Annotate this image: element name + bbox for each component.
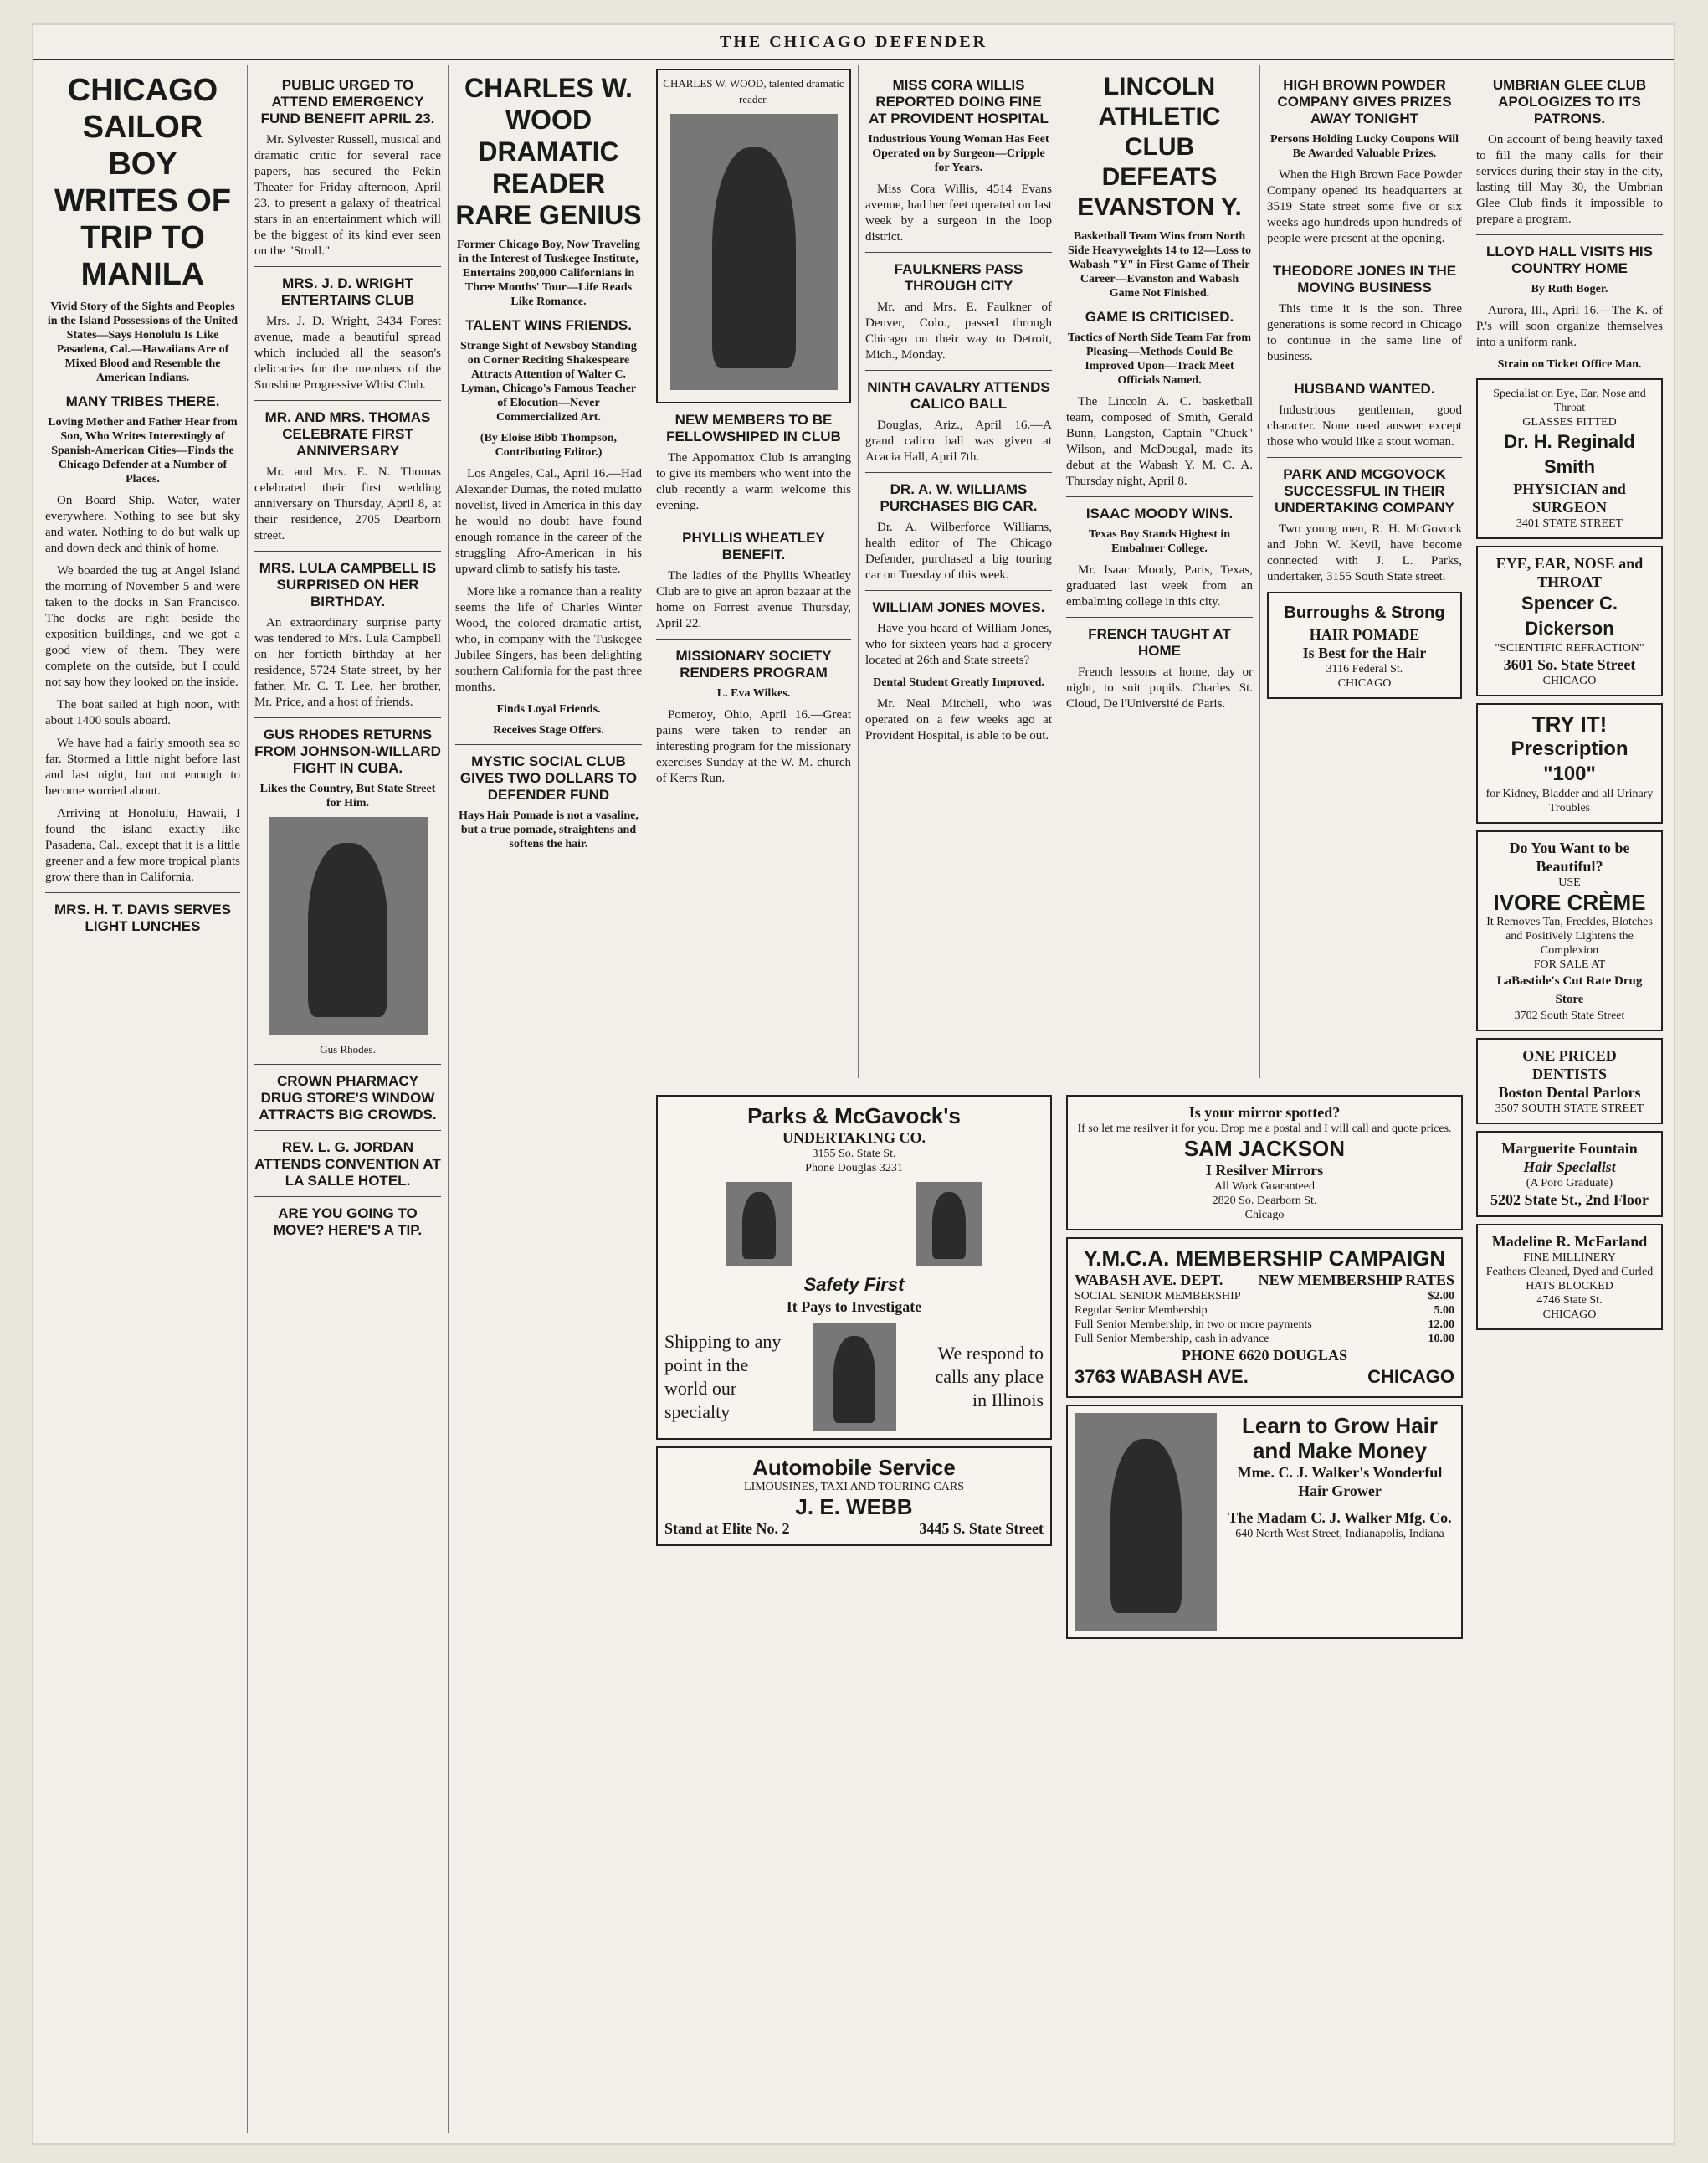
headline-fellowship: NEW MEMBERS TO BE FELLOWSHIPED IN CLUB bbox=[666, 412, 841, 444]
ad-line: Specialist on Eye, Ear, Nose and Throat bbox=[1493, 388, 1646, 414]
subhead-criticised: GAME IS CRITICISED. bbox=[1085, 309, 1234, 325]
ad-prescription bbox=[1476, 703, 1663, 824]
deck-sailor: Vivid Story of the Sights and Peoples in the Island Possessions of the United States—Says Honolulu Is Like Pasadena, Cal.—Hawaiians Are of Mixed Blood and Resemble the American Indians. bbox=[47, 301, 239, 384]
ad-name: J. E. WEBB bbox=[795, 1494, 913, 1519]
ad-city: CHICAGO bbox=[1542, 1308, 1597, 1321]
ad-address: 2820 So. Dearborn St. bbox=[1212, 1195, 1317, 1207]
subhead-dental: Dental Student Greatly Improved. bbox=[873, 676, 1044, 689]
headline-jones: WILLIAM JONES MOVES. bbox=[872, 599, 1045, 615]
headline-lloyd-hall: LLOYD HALL VISITS HIS COUNTRY HOME bbox=[1486, 244, 1653, 276]
ad-city: CHICAGO bbox=[1337, 677, 1392, 690]
photo-madam-walker bbox=[1075, 1413, 1217, 1631]
ad-address: 3445 S. State Street bbox=[919, 1520, 1044, 1537]
ad-line: FOR SALE AT bbox=[1533, 958, 1606, 971]
ad-address: 3155 So. State St. bbox=[812, 1148, 896, 1160]
headline-jordan: REV. L. G. JORDAN ATTENDS CONVENTION AT LA SALLE HOTEL. bbox=[254, 1139, 441, 1189]
ad-line: Burroughs & Strong bbox=[1284, 604, 1445, 622]
ad-line: Prescription "100" bbox=[1511, 737, 1628, 785]
deck-talent: Strange Sight of Newsboy Standing on Corner Reciting Shakespeare Attracts Attention of Walter C. Lyman, Chicago's Famous Teacher of Elocution—Never Commercialized Art. bbox=[460, 340, 637, 424]
caption-rhodes: Gus Rhodes. bbox=[320, 1043, 376, 1056]
paragraph: Industrious gentleman, good character. None need answer except those who would like a stout woman. bbox=[1267, 403, 1462, 449]
ad-line: I Resilver Mirrors bbox=[1205, 1162, 1324, 1179]
paragraph: Arriving at Honolulu, Hawaii, I found the island exactly like Pasadena, Cal., except that it is a little greener and a few more tropical plants grow there than in California. bbox=[45, 807, 240, 884]
deck-high-brown: Persons Holding Lucky Coupons Will Be Awarded Valuable Prizes. bbox=[1269, 133, 1459, 160]
ad-line: The Madam C. J. Walker Mfg. Co. bbox=[1228, 1509, 1452, 1526]
deck-wood: Former Chicago Boy, Now Traveling in the Interest of Tuskegee Institute, Entertains 200,000 Californians in Three Months' Tour—Life Reads Like Romance. bbox=[457, 239, 640, 308]
ad-fountain bbox=[1476, 1131, 1663, 1217]
paragraph: We boarded the tug at Angel Island the morning of November 5 and were taken to the docks in San Francisco. The docks are right beside the exposition buildings, and we got a good view of them. They were complete on the outside, but I could not say how they looked on the inside. bbox=[45, 564, 240, 689]
paragraph: Dr. A. Wilberforce Williams, health editor of The Chicago Defender, purchased a big touring car on Tuesday of this week. bbox=[865, 521, 1052, 582]
paragraph: On account of being heavily taxed to fill the many calls for their services during their stay in the city, lasting till May 30, the Umbrian Glee Club finds it impossible to prepare a program. bbox=[1476, 133, 1663, 226]
byline-thompson: (By Eloise Bibb Thompson, Contributing Editor.) bbox=[480, 432, 618, 459]
ad-address: 640 North West Street, Indianapolis, Indiana bbox=[1235, 1528, 1444, 1540]
ad-line: We respond to calls any place in Illinois bbox=[935, 1343, 1044, 1410]
headline-husband: HUSBAND WANTED. bbox=[1294, 381, 1435, 397]
ad-ymca bbox=[1066, 1237, 1463, 1398]
subhead-talent: TALENT WINS FRIENDS. bbox=[465, 317, 632, 333]
paragraph: We have had a fairly smooth sea so far. Stormed a little night before last and last night, but not enough to become worried about. bbox=[45, 737, 240, 798]
ad-hays-pomade: Hays Hair Pomade is not a vasaline, but a true pomade, straightens and softens the hair. bbox=[459, 809, 639, 850]
ad-parks bbox=[656, 1095, 1052, 1440]
paragraph: Mrs. J. D. Wright, 3434 Forest avenue, made a beautiful spread which included all the season's delicacies for the members of the Sunshine Progressive Whist Club. bbox=[254, 315, 441, 392]
photo-kevil bbox=[813, 1323, 896, 1431]
column-1 bbox=[38, 65, 248, 2133]
column-4 bbox=[649, 65, 859, 1078]
column-3 bbox=[449, 65, 649, 2133]
ad-ivore bbox=[1476, 830, 1663, 1031]
headline-crown: CROWN PHARMACY DRUG STORE'S WINDOW ATTRACTS BIG CROWDS. bbox=[259, 1073, 437, 1123]
headline-french: FRENCH TAUGHT AT HOME bbox=[1088, 626, 1231, 659]
ad-automobile bbox=[656, 1446, 1052, 1546]
ad-line: All Work Guaranteed bbox=[1214, 1180, 1315, 1193]
ad-name: Marguerite Fountain bbox=[1501, 1140, 1638, 1157]
ad-line: Do You Want to be Beautiful? bbox=[1509, 840, 1630, 875]
ad-city: Chicago bbox=[1244, 1209, 1285, 1221]
ad-line: HATS BLOCKED bbox=[1526, 1280, 1613, 1292]
paragraph: Two young men, R. H. McGovock and John W. Kevil, have become connected with J. L. Parks, undertaker, 3155 South State street. bbox=[1267, 522, 1462, 583]
headline-faulkners: FAULKNERS PASS THROUGH CITY bbox=[894, 261, 1023, 294]
subhead-offers: Receives Stage Offers. bbox=[493, 724, 604, 737]
paragraph: Mr. Sylvester Russell, musical and dramatic critic for several race papers, has secured the Pekin Theater for Friday afternoon, April 23, to present a galaxy of theatrical stars in an entertainment which will be the biggest of its kind ever seen on the "Stroll." bbox=[254, 133, 441, 258]
ad-line: ONE PRICED DENTISTS bbox=[1522, 1047, 1617, 1082]
headline-wright: MRS. J. D. WRIGHT ENTERTAINS CLUB bbox=[280, 275, 415, 308]
photo-parks bbox=[726, 1182, 792, 1266]
ad-address: 3702 South State Street bbox=[1514, 1010, 1625, 1022]
headline-high-brown: HIGH BROWN POWDER COMPANY GIVES PRIZES AWAY TONIGHT bbox=[1277, 77, 1452, 126]
rate-label: Full Senior Membership, cash in advance bbox=[1075, 1333, 1269, 1345]
rate-value: 12.00 bbox=[1428, 1318, 1454, 1331]
ad-city: CHICAGO bbox=[1367, 1366, 1454, 1387]
paragraph: Mr. and Mrs. E. N. Thomas celebrated their first wedding anniversary on Thursday, April 8, at their residence, 2705 Dearborn street. bbox=[254, 465, 441, 542]
ad-line: Learn to Grow Hair and Make Money bbox=[1241, 1413, 1439, 1463]
headline-thomas: MR. AND MRS. THOMAS CELEBRATE FIRST ANNIVERSARY bbox=[264, 409, 431, 459]
paragraph: Los Angeles, Cal., April 16.—Had Alexander Dumas, the noted mulatto novelist, lived in America in this day he would no doubt have found enough romance in the career of the struggling Afro-American in his upward climb to satisfy his taste. bbox=[455, 467, 642, 576]
headline-davis: MRS. H. T. DAVIS SERVES LIGHT LUNCHES bbox=[54, 902, 231, 934]
ad-mirror bbox=[1066, 1095, 1463, 1230]
headline-move: ARE YOU GOING TO MOVE? HERE'S A TIP. bbox=[273, 1205, 423, 1238]
ad-line: Y.M.C.A. MEMBERSHIP CAMPAIGN bbox=[1083, 1246, 1446, 1271]
paragraph: Aurora, Ill., April 16.—The K. of P.'s will soon organize themselves into a uniform rank. bbox=[1476, 304, 1663, 349]
ad-dentists bbox=[1476, 1038, 1663, 1124]
paragraph: Mr. Neal Mitchell, who was operated on a few weeks ago at Provident Hospital, is able to be out. bbox=[865, 697, 1052, 742]
ad-line: LIMOUSINES, TAXI AND TOURING CARS bbox=[744, 1481, 964, 1493]
ad-walker bbox=[1066, 1405, 1463, 1639]
ad-line: EYE, EAR, NOSE and THROAT bbox=[1495, 555, 1644, 590]
ad-name: Spencer C. Dickerson bbox=[1521, 593, 1618, 639]
deck-rhodes: Likes the Country, But State Street for Him. bbox=[259, 783, 436, 809]
ad-line: FINE MILLINERY bbox=[1523, 1251, 1616, 1264]
subhead-tribes: MANY TRIBES THERE. bbox=[65, 393, 220, 409]
headline-moody: ISAAC MOODY WINS. bbox=[1085, 506, 1234, 521]
ad-line: Safety First bbox=[803, 1274, 905, 1295]
headline-willis: MISS CORA WILLIS REPORTED DOING FINE AT PROVIDENT HOSPITAL bbox=[869, 77, 1049, 126]
byline-wilkes: L. Eva Wilkes. bbox=[716, 687, 791, 700]
ad-address: 3601 So. State Street bbox=[1503, 656, 1636, 673]
ad-name: IVORE CRÈME bbox=[1493, 890, 1646, 915]
ad-line: USE bbox=[1558, 876, 1581, 889]
ad-line: Is Best for the Hair bbox=[1302, 645, 1427, 661]
paragraph: The Lincoln A. C. basketball team, composed of Smith, Gerald Bunn, Langston, Captain "Chuck" Wilson, and McDougal, made its debut at the Wabash Y. M. C. A. Thursday night, April 8. bbox=[1066, 395, 1253, 488]
column-2 bbox=[248, 65, 449, 2133]
photo-mcgavock bbox=[916, 1182, 982, 1266]
paragraph: When the High Brown Face Powder Company opened its headquarters at 3519 State street some five or six weeks ago hundreds upon hundreds of people were present at the opening. bbox=[1267, 168, 1462, 245]
subhead-strain: Strain on Ticket Office Man. bbox=[1497, 358, 1642, 371]
paragraph: More like a romance than a reality seems the life of Charles Winter Wood, the colored dramatic artist, who, in company with the Tuskegee Jubilee Singers, has been delighting southern California for the past three months. bbox=[455, 585, 642, 694]
deck-willis: Industrious Young Woman Has Feet Operated on by Surgeon—Cripple for Years. bbox=[868, 133, 1049, 174]
column-6 bbox=[1059, 65, 1260, 1078]
newspaper-page bbox=[33, 25, 1674, 2143]
ad-line: Mme. C. J. Walker's Wonderful Hair Grower bbox=[1237, 1464, 1443, 1499]
ad-line: Shipping to any point in the world our specialty bbox=[664, 1331, 782, 1422]
ad-line: TRY IT! bbox=[1531, 712, 1608, 737]
ad-line: HAIR POMADE bbox=[1309, 626, 1420, 643]
paragraph: On Board Ship. Water, water everywhere. Nothing to see but sky and water. Nothing to do but walk up and down deck and think of home. bbox=[45, 494, 240, 555]
ad-line: GLASSES FITTED bbox=[1522, 416, 1617, 429]
paragraph: The Appomattox Club is arranging to give its members who went into the club recently a warm welcome this evening. bbox=[656, 451, 851, 512]
ad-name: Madeline R. McFarland bbox=[1491, 1233, 1648, 1250]
rate-value: 10.00 bbox=[1428, 1333, 1454, 1345]
paragraph: This time it is the son. Three generations is some record in Chicago to continue in the same line of business. bbox=[1267, 302, 1462, 363]
headline-cavalry: NINTH CAVALRY ATTENDS CALICO BALL bbox=[867, 379, 1050, 412]
paragraph: French lessons at home, day or night, to suit pupils. Charles St. Cloud, De l'Université de Paris. bbox=[1066, 665, 1253, 711]
ad-line: WABASH AVE. DEPT. bbox=[1075, 1272, 1223, 1288]
headline-wood: CHARLES W. WOOD DRAMATIC READER RARE GENIUS bbox=[455, 73, 642, 230]
ad-phone: Phone Douglas 3231 bbox=[805, 1162, 903, 1174]
photo-box-wood bbox=[656, 69, 851, 403]
ad-address: 3507 SOUTH STATE STREET bbox=[1495, 1102, 1644, 1115]
caption-wood: CHARLES W. WOOD, talented dramatic reader. bbox=[663, 77, 844, 105]
paragraph: An extraordinary surprise party was tendered to Mrs. Lula Campbell on her fortieth birthday at her residence, 5724 State street, by her father, Mr. C. T. Lee, her brother, Mr. Price, and a host of friends. bbox=[254, 616, 441, 709]
rate-value: $2.00 bbox=[1428, 1290, 1454, 1302]
photo-charles-wood bbox=[670, 114, 838, 390]
ad-line: UNDERTAKING CO. bbox=[782, 1129, 926, 1146]
ad-line: Feathers Cleaned, Dyed and Curled bbox=[1485, 1266, 1654, 1278]
headline-lincoln: LINCOLN ATHLETIC CLUB DEFEATS EVANSTON Y. bbox=[1077, 73, 1242, 221]
paragraph: The ladies of the Phyllis Wheatley Club are to give an apron bazaar at the home on Forrest avenue Thursday, April 22. bbox=[656, 569, 851, 630]
headline-mystic: MYSTIC SOCIAL CLUB GIVES TWO DOLLARS TO DEFENDER FUND bbox=[459, 753, 638, 803]
masthead: THE CHICAGO DEFENDER bbox=[33, 25, 1674, 60]
rate-label: Full Senior Membership, in two or more payments bbox=[1075, 1318, 1312, 1331]
deck-criticised: Tactics of North Side Team Far from Pleasing—Methods Could Be Improved Upon—Track Meet Officials Named. bbox=[1067, 331, 1252, 387]
deck-tribes: Loving Mother and Father Hear from Son, Who Writes Interestingly of Spanish-American Cities—Finds the Chicago Defender at a Number of Places. bbox=[48, 416, 238, 486]
headline-umbrian: UMBRIAN GLEE CLUB APOLOGIZES TO ITS PATRONS. bbox=[1492, 77, 1647, 126]
ad-burroughs bbox=[1267, 592, 1462, 699]
paragraph: Pomeroy, Ohio, April 16.—Great pains were taken to render an interesting program for the missionary exercises Sunday at the W. M. church of Kerrs Run. bbox=[656, 708, 851, 785]
ad-line: (A Poro Graduate) bbox=[1526, 1177, 1613, 1189]
paragraph: Douglas, Ariz., April 16.—A grand calico ball was given at Acacia Hall, April 7th. bbox=[865, 419, 1052, 464]
paragraph: Mr. Isaac Moody, Paris, Texas, graduated last week from an embalming college in this city. bbox=[1066, 563, 1253, 609]
headline-benefit: PUBLIC URGED TO ATTEND EMERGENCY FUND BENEFIT APRIL 23. bbox=[260, 77, 435, 126]
rate-value: 5.00 bbox=[1434, 1304, 1454, 1317]
ad-line: LaBastide's Cut Rate Drug Store bbox=[1496, 974, 1643, 1006]
ad-line: for Kidney, Bladder and all Urinary Troubles bbox=[1485, 788, 1654, 814]
ad-line: Is your mirror spotted? bbox=[1188, 1104, 1341, 1121]
ad-name: SAM JACKSON bbox=[1183, 1136, 1346, 1161]
headline-rhodes: GUS RHODES RETURNS FROM JOHNSON-WILLARD FIGHT IN CUBA. bbox=[254, 727, 441, 776]
column-5 bbox=[859, 65, 1059, 1078]
rate-label: Regular Senior Membership bbox=[1075, 1304, 1208, 1317]
column-7 bbox=[1260, 65, 1469, 1078]
headline-sailor: CHICAGO SAILOR BOY WRITES OF TRIP TO MANILA bbox=[54, 73, 232, 292]
paragraph: Have you heard of William Jones, who for sixteen years had a grocery located at 26th and State streets? bbox=[865, 622, 1052, 667]
ad-line: "SCIENTIFIC REFRACTION" bbox=[1495, 642, 1644, 655]
ad-line: PHYSICIAN and SURGEON bbox=[1513, 480, 1626, 516]
byline-boger: By Ruth Boger. bbox=[1531, 283, 1608, 295]
subhead-loyal: Finds Loyal Friends. bbox=[496, 703, 601, 716]
ad-line: NEW MEMBERSHIP RATES bbox=[1258, 1272, 1454, 1288]
ad-line: It Pays to Investigate bbox=[786, 1298, 922, 1315]
ad-address: 3401 STATE STREET bbox=[1516, 517, 1623, 530]
deck-moody: Texas Boy Stands Highest in Embalmer College. bbox=[1088, 528, 1231, 555]
ad-block-left bbox=[649, 1085, 1059, 2131]
ad-line: Automobile Service bbox=[752, 1455, 956, 1480]
paragraph: The boat sailed at high noon, with about 1400 souls aboard. bbox=[45, 698, 240, 727]
ad-line: If so let me resilver it for you. Drop me a postal and I will call and quote prices. bbox=[1077, 1123, 1452, 1135]
deck-lincoln: Basketball Team Wins from North Side Heavyweights 14 to 12—Loss to Wabash "Y" in First Game of Their Career—Evanston and Wabash Game Not Finished. bbox=[1068, 230, 1251, 300]
rate-label: SOCIAL SENIOR MEMBERSHIP bbox=[1075, 1290, 1241, 1302]
photo-gus-rhodes bbox=[269, 817, 428, 1035]
ad-name: Dr. H. Reginald Smith bbox=[1504, 431, 1635, 477]
ad-phone: PHONE 6620 DOUGLAS bbox=[1181, 1347, 1348, 1364]
ad-dickerson bbox=[1476, 546, 1663, 696]
headline-campbell: MRS. LULA CAMPBELL IS SURPRISED ON HER BIRTHDAY. bbox=[259, 560, 437, 609]
ad-address: 5202 State St., 2nd Floor bbox=[1490, 1191, 1649, 1208]
headline-park: PARK AND MCGOVOCK SUCCESSFUL IN THEIR UNDERTAKING COMPANY bbox=[1275, 466, 1454, 516]
ad-line: Hair Specialist bbox=[1523, 1159, 1616, 1175]
paragraph: Mr. and Mrs. E. Faulkner of Denver, Colo., passed through Chicago on their way to Detroit, Mich., Monday. bbox=[865, 301, 1052, 362]
column-8 bbox=[1469, 65, 1670, 2133]
ad-city: CHICAGO bbox=[1542, 675, 1597, 687]
headline-wheatley: PHYLLIS WHEATLEY BENEFIT. bbox=[682, 530, 825, 563]
ad-mcfarland bbox=[1476, 1224, 1663, 1330]
ad-address: 3116 Federal St. bbox=[1326, 663, 1403, 676]
ad-address: 4746 State St. bbox=[1536, 1294, 1603, 1307]
ad-line: Stand at Elite No. 2 bbox=[664, 1520, 790, 1537]
ad-name: Boston Dental Parlors bbox=[1498, 1084, 1641, 1101]
headline-theodore: THEODORE JONES IN THE MOVING BUSINESS bbox=[1272, 263, 1457, 295]
headline-williams: DR. A. W. WILLIAMS PURCHASES BIG CAR. bbox=[880, 481, 1038, 514]
paragraph: Miss Cora Willis, 4514 Evans avenue, had her feet operated on last week by a surgeon in the loop district. bbox=[865, 182, 1052, 244]
ad-line: It Removes Tan, Freckles, Blotches and Positively Lightens the Complexion bbox=[1486, 916, 1653, 957]
ad-smith bbox=[1476, 378, 1663, 539]
ad-address: 3763 WABASH AVE. bbox=[1075, 1366, 1249, 1387]
ad-block-right bbox=[1059, 1085, 1469, 2131]
headline-missionary: MISSIONARY SOCIETY RENDERS PROGRAM bbox=[675, 648, 832, 681]
ad-line: Parks & McGavock's bbox=[747, 1103, 961, 1128]
